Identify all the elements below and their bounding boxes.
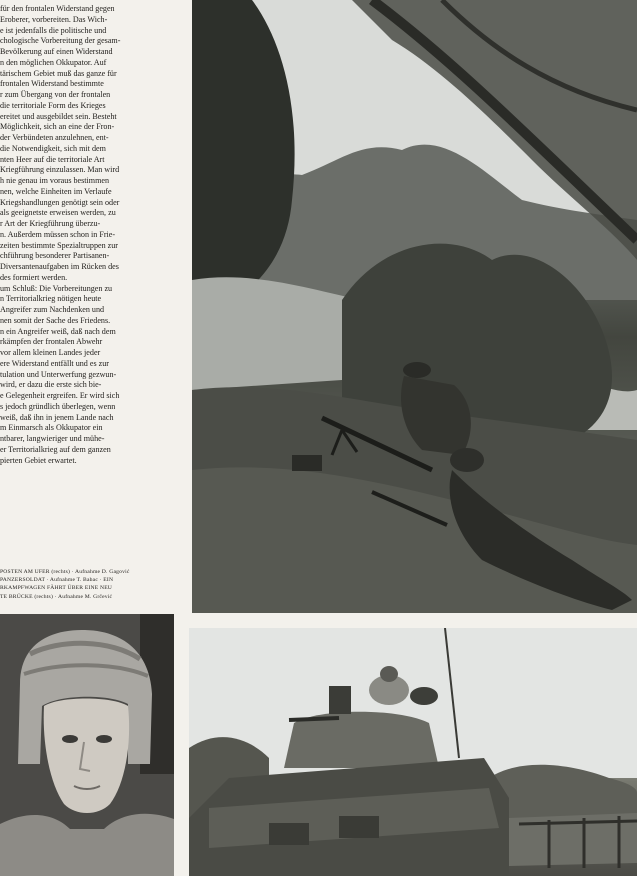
article-line: r zum Übergang von der frontalen bbox=[0, 90, 111, 99]
article-line: Angreifer zum Nachdenken und bbox=[0, 305, 105, 314]
article-line: nen, welche Einheiten im Verlaufe bbox=[0, 186, 112, 196]
article-line: h nie genau im voraus bestimmen bbox=[0, 176, 110, 185]
article-line: s jedoch gründlich überlegen, wenn bbox=[0, 401, 116, 411]
article-line: vor allem kleinen Landes jeder bbox=[0, 348, 101, 357]
caption-line: PANZERSOLDAT · Aufnahme T. Babac · EIN bbox=[0, 577, 114, 584]
article-line: er Territorialkrieg auf dem ganzen bbox=[0, 444, 111, 454]
article-line: n. Außerdem müssen schon in Frie- bbox=[0, 229, 116, 239]
article-line: als geeignetste erweisen werden, zu bbox=[0, 208, 116, 218]
article-line: um Schluß: Die Vorbereitungen zu bbox=[0, 283, 113, 293]
article-line: m Einmarsch als Okkupator ein bbox=[0, 423, 103, 433]
article-line: chführung besonderer Partisanen- bbox=[0, 251, 110, 261]
article-line: ereitet und ausgebildet sein. Besteht bbox=[0, 111, 117, 121]
article-line: chologische Vorbereitung der gesam- bbox=[0, 36, 121, 46]
tank-soldier-portrait-photo bbox=[0, 614, 174, 876]
article-line: Diversantenaufgaben im Rücken des bbox=[0, 262, 119, 271]
article-line: der Verbündeten anzulehnen, ent- bbox=[0, 133, 109, 142]
photo-captions bbox=[0, 568, 186, 601]
article-line: e Gelegenheit ergreifen. Er wird sich bbox=[0, 391, 120, 400]
article-line: die Notwendigkeit, sich mit dem bbox=[0, 143, 106, 153]
article-line: e ist jedenfalls die politische und bbox=[0, 25, 107, 35]
article-line: n Territorialkrieg nötigen heute bbox=[0, 294, 102, 304]
article-line: für den frontalen Widerstand gegen bbox=[0, 4, 115, 13]
article-line: ere Widerstand entfällt und es zur bbox=[0, 358, 109, 368]
caption-line: POSTEN AM UFER (rechts) · Aufnahme D. Gagović bbox=[0, 569, 130, 575]
article-line: r Art der Kriegführung überzu- bbox=[0, 219, 101, 228]
article-line: n ein Angreifer weiß, daß nach dem bbox=[0, 326, 116, 336]
caption-line: TE BRÜCKE (rechts) · Aufnahme M. Grčević bbox=[0, 593, 113, 600]
riverbank-soldiers-photo bbox=[192, 0, 637, 613]
article-line: Kriegshandlungen genötigt sein oder bbox=[0, 197, 120, 207]
article-line: nen somit der Sache des Friedens. bbox=[0, 315, 111, 325]
article-line: ntbarer, langwieriger und mühe- bbox=[0, 434, 105, 443]
article-line: tärischem Gebiet muß das ganze für bbox=[0, 68, 117, 78]
article-line: nten Heer auf die territoriale Art bbox=[0, 154, 105, 164]
article-line: Möglichkeit, sich an eine der Fron- bbox=[0, 122, 115, 132]
article-line: frontalen Widerstand bestimmte bbox=[0, 79, 104, 89]
article-line: zeiten bestimmte Spezialtruppen zur bbox=[0, 240, 118, 250]
article-line: tulation und Unterwerfung gezwun- bbox=[0, 369, 117, 379]
article-line: n den möglichen Okkupator. Auf bbox=[0, 57, 107, 67]
caption-line: RKAMPFWAGEN FÄHRT ÜBER EINE NEU bbox=[0, 585, 113, 592]
article-text-column bbox=[0, 4, 186, 564]
article-line: rkämpfen der frontalen Abwehr bbox=[0, 337, 103, 347]
article-line: wird, er dazu die erste sich bie- bbox=[0, 380, 102, 390]
article-line: pierten Gebiet erwartet. bbox=[0, 455, 77, 465]
article-line: des formiert werden. bbox=[0, 272, 68, 282]
article-line: die territoriale Form des Krieges bbox=[0, 100, 106, 110]
article-line: Kriegführung einzulassen. Man wird bbox=[0, 165, 120, 175]
article-line: weiß, daß ihn in jenem Lande nach bbox=[0, 412, 114, 422]
article-line: Eroberer, vorbereiten. Das Wich- bbox=[0, 14, 108, 24]
tank-on-bridge-photo bbox=[189, 628, 637, 876]
article-line: Bevölkerung auf einen Widerstand bbox=[0, 47, 113, 56]
